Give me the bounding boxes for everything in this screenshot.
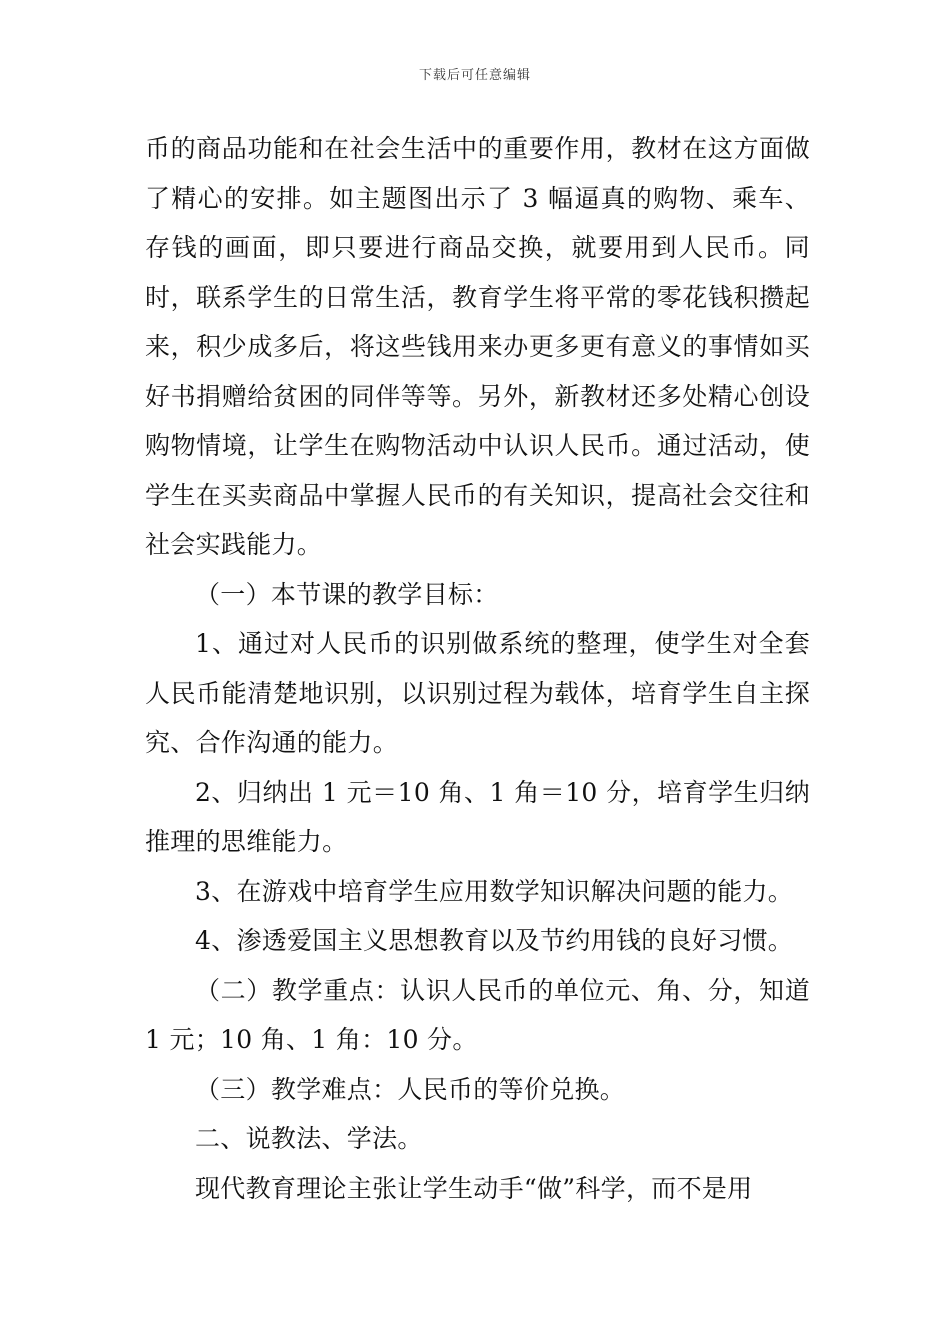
paragraph-section-goals-heading: （一）本节课的教学目标： <box>195 579 499 609</box>
page-header: 下载后可任意编辑 <box>418 68 531 83</box>
paragraph-goal-3: 3、在游戏中培育学生应用数学知识解决问题的能力。 <box>195 876 794 906</box>
paragraph-methods-heading: 二、说教法、学法。 <box>195 1124 423 1153</box>
paragraph-key-points: （二）教学重点：认识人民币的单位元、角、分，知道 1 元；10 角、1 角：10 分。 <box>145 975 810 1054</box>
paragraph-modern-theory: 现代教育理论主张让学生动手“做”科学，而不是用 <box>195 1173 753 1203</box>
paragraph-goal-2: 2、归纳出 1 元＝10 角、1 角＝10 分，培育学生归纳推理的思维能力。 <box>145 777 810 856</box>
paragraph-goal-1: 1、通过对人民币的识别做系统的整理，使学生对全套人民币能清楚地识别，以识别过程为载体，培育学生自主探究、合作沟通的能力。 <box>145 629 810 757</box>
paragraph-goal-4: 4、渗透爱国主义思想教育以及节约用钱的良好习惯。 <box>195 926 794 955</box>
paragraph-difficulties: （三）教学难点：人民币的等价兑换。 <box>195 1074 626 1104</box>
document-body <box>145 124 810 1213</box>
paragraph-intro: 币的商品功能和在社会生活中的重要作用，教材在这方面做了精心的安排。如主题图出示了 3 幅逼真的购物、乘车、存钱的画面，即只要进行商品交换，就要用到人民币。同时，联系学生的日常生活，教育学生将平常的零花钱积攒起来，积少成多后，将这些钱用来办更多更有意义的事情如买好书捐赠给贫困的同伴等等。另外，新教材还多处精心创设购物情境，让学生在购物活动中认识人民币。通过活动，使学生在买卖商品中掌握人民币的有关知识，提高社会交往和社会实践能力。 <box>145 134 810 559</box>
